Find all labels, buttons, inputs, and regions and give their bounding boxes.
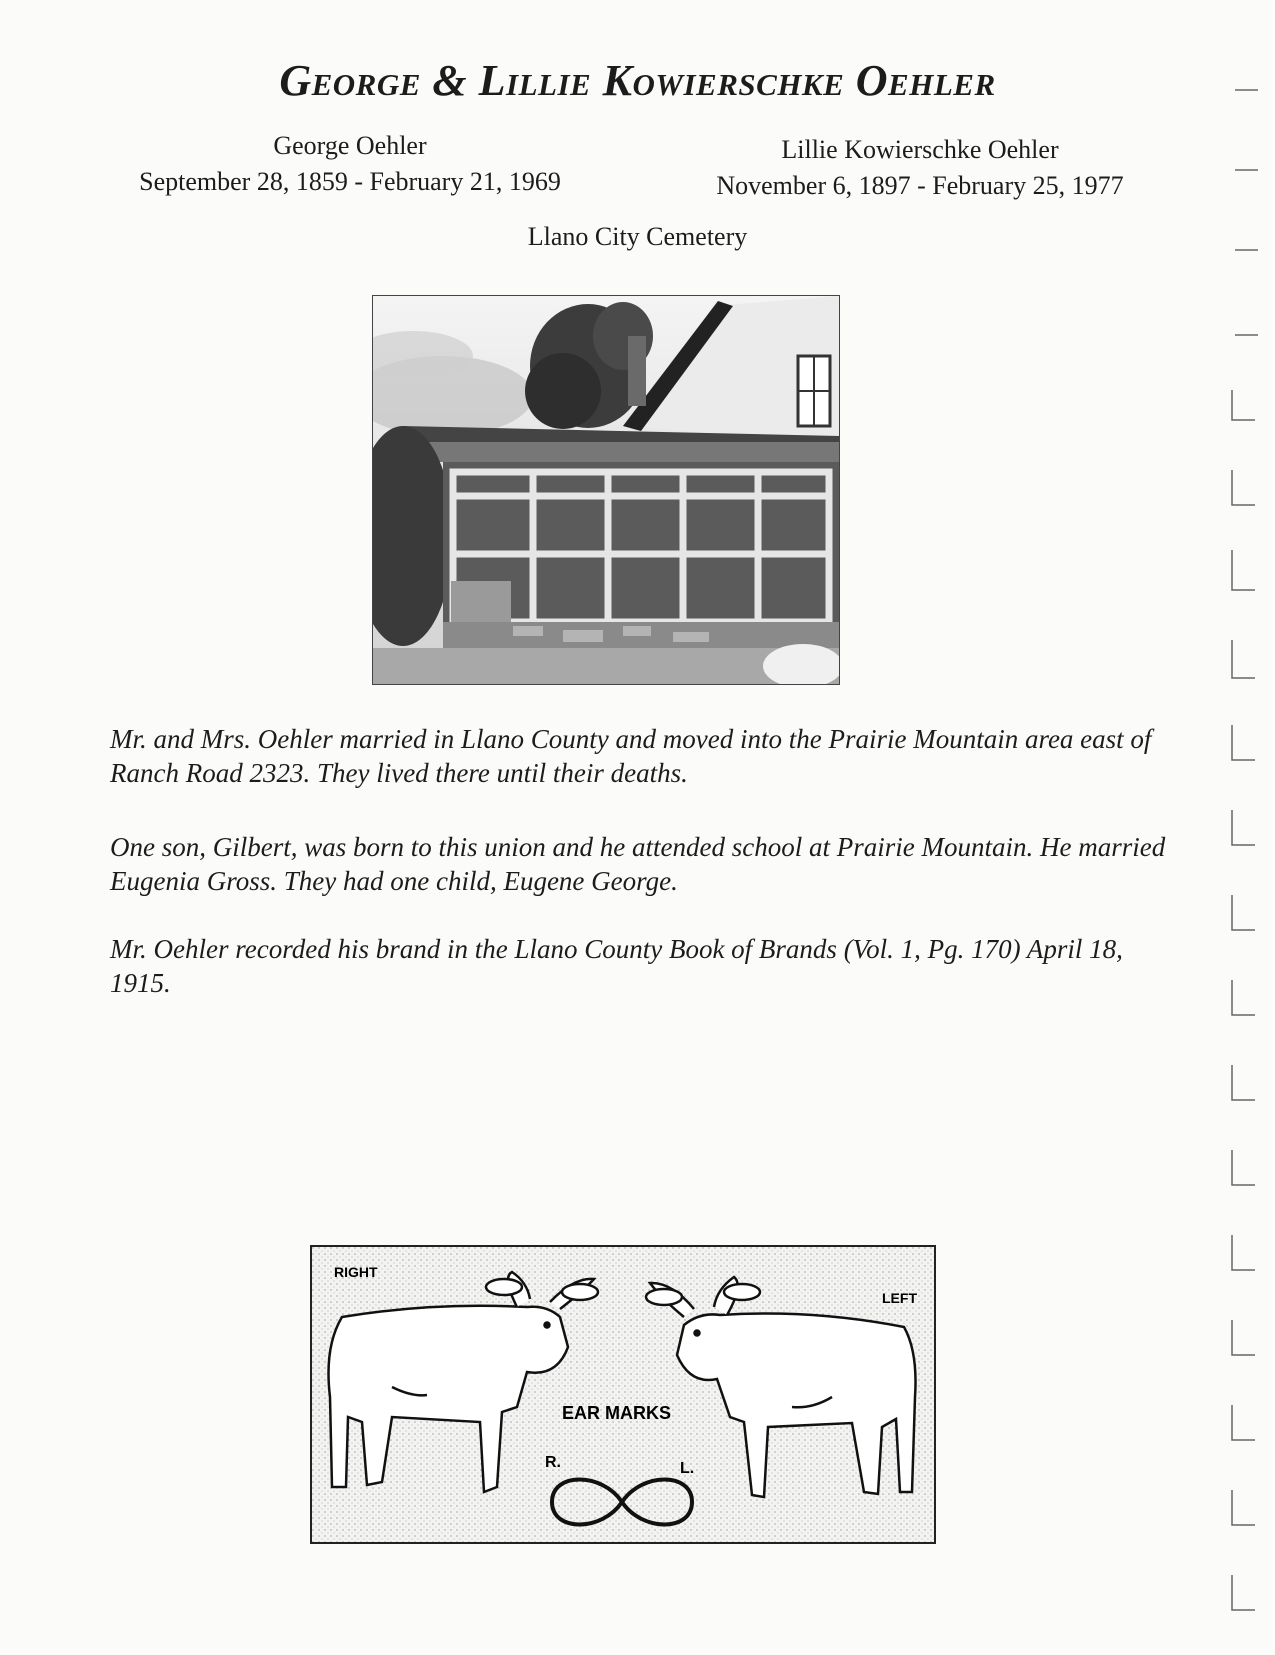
person-name: Lillie Kowierschke Oehler [781,135,1059,164]
ear-marks-brand-illustration [310,1245,936,1544]
person-lillie [670,132,1170,204]
person-name: George Oehler [273,131,427,160]
binder-edge [1200,0,1275,1650]
ear-marks-label: EAR MARKS [562,1403,672,1423]
right-label: RIGHT [334,1264,378,1280]
ear-mark-r: R. [545,1454,561,1471]
house-photo [372,295,840,685]
cemetery-name: Llano City Cemetery [527,222,748,251]
ear-mark-l: L. [680,1460,695,1477]
person-george [100,128,600,200]
person-dates: November 6, 1897 - February 25, 1977 [716,171,1124,200]
story-paragraph: Mr. and Mrs. Oehler married in Llano County and moved into the Prairie Mountain area east of Ranch Road 2323. They lived there until their deaths. [110,724,1152,788]
person-dates: September 28, 1859 - February 21, 1969 [139,167,561,196]
story-paragraph: Mr. Oehler recorded his brand in the Llano County Book of Brands (Vol. 1, Pg. 170) April 18, 1915. [110,934,1123,998]
page-title: George & Lillie Kowierschke Oehler [279,56,996,105]
story-paragraph: One son, Gilbert, was born to this union and he attended school at Prairie Mountain. He married Eugenia Gross. They had one child, Eugene George. [110,832,1166,896]
left-label: LEFT [882,1290,917,1306]
